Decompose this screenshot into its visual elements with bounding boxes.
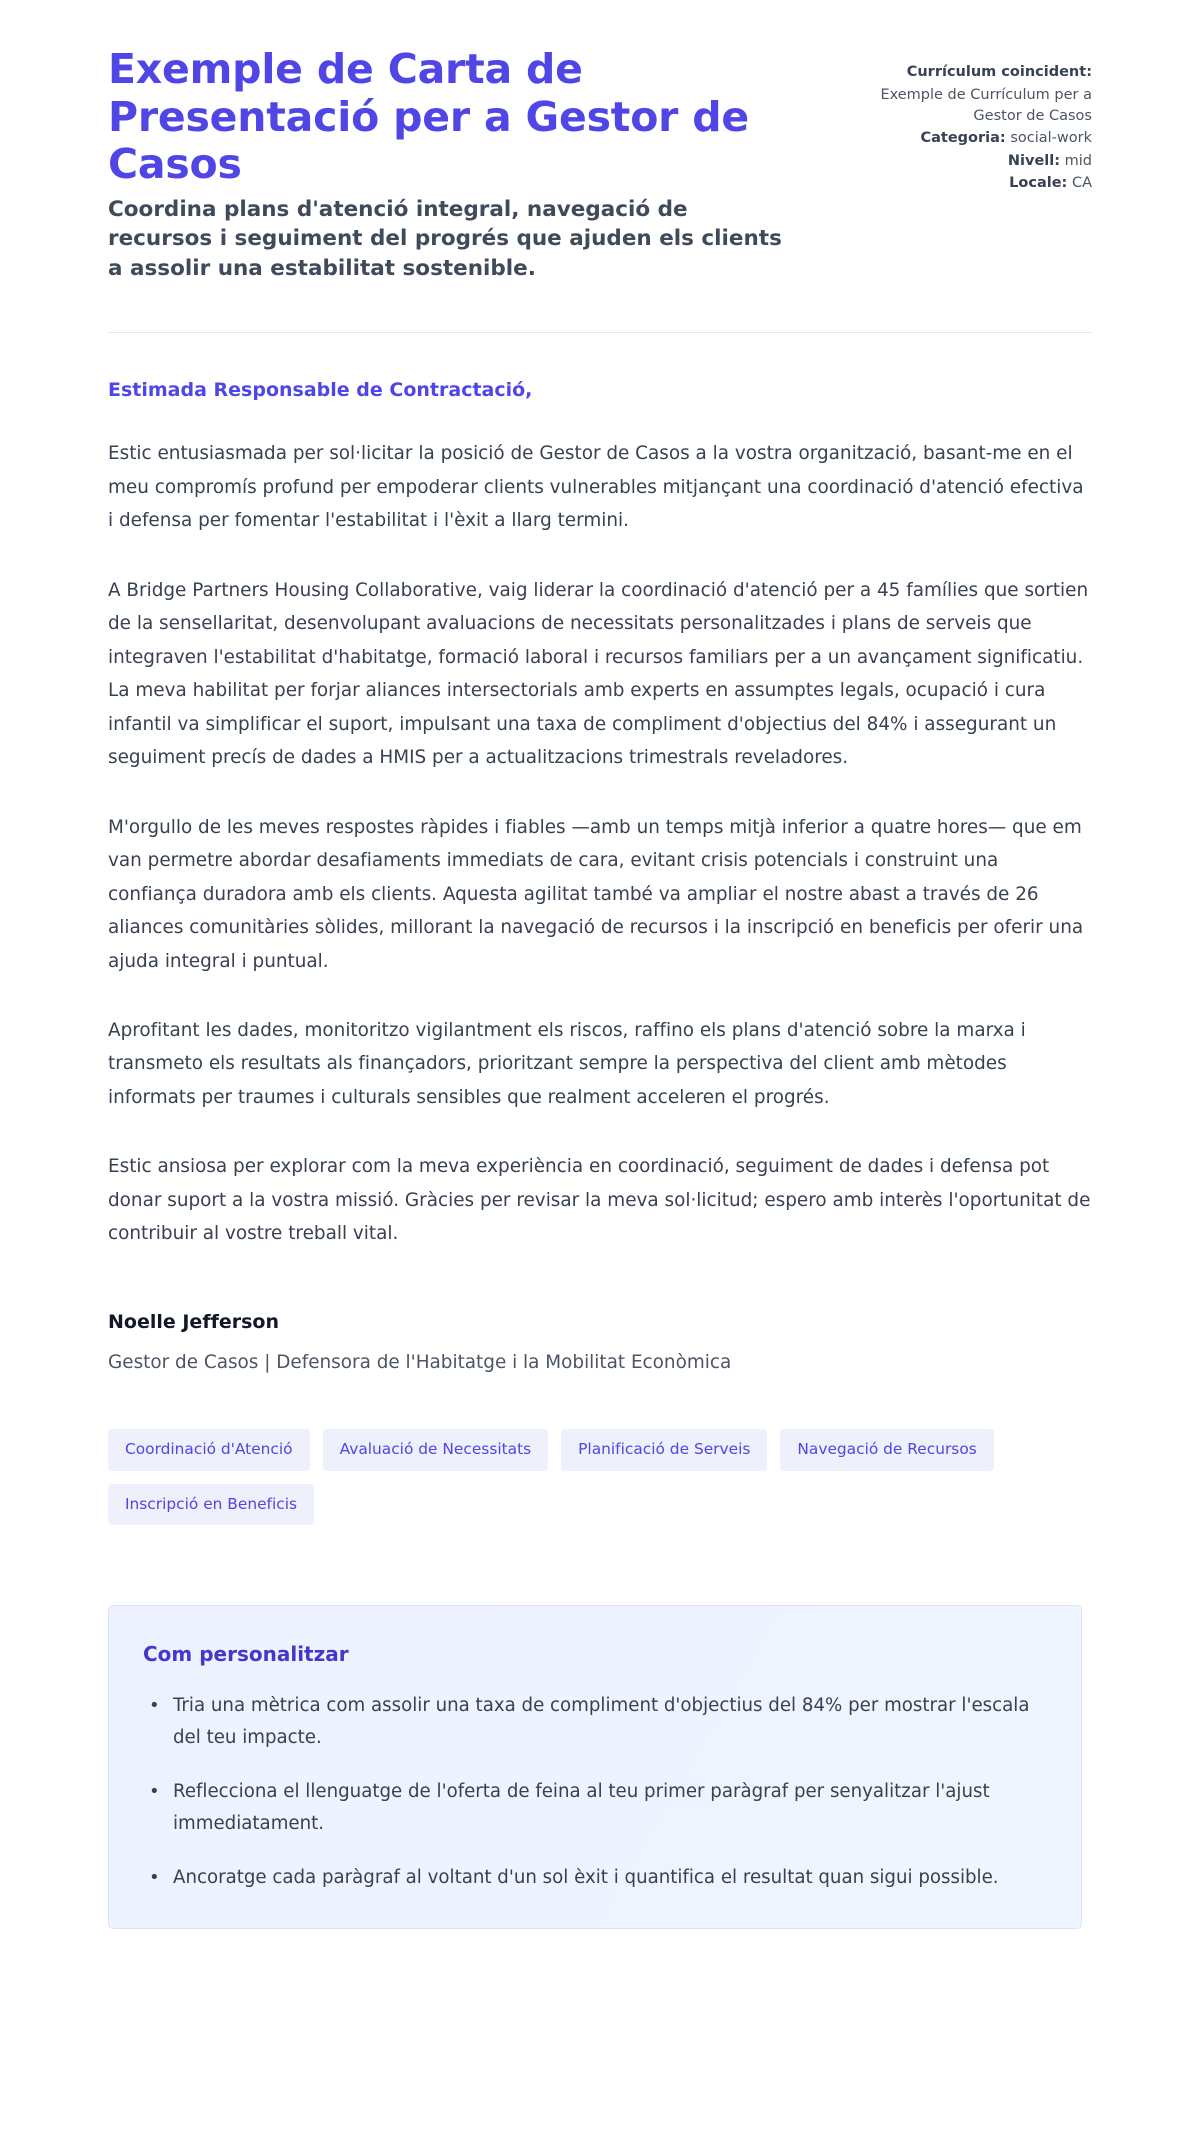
header-text-block xyxy=(108,46,802,284)
metadata-panel xyxy=(842,46,1092,196)
page-subtitle: Coordina plans d'atenció integral, navegació de recursos i seguiment del progrés que ajuden els clients a assolir una estabilitat sostenible. xyxy=(108,196,782,281)
meta-level-label: Nivell: xyxy=(1007,152,1061,169)
meta-match-value: Exemple de Currículum per a Gestor de Casos xyxy=(880,86,1092,124)
signature-block xyxy=(108,1309,1092,1377)
callout-title: Com personalitzar xyxy=(143,1641,349,1666)
meta-level-value: mid xyxy=(1064,152,1092,169)
skill-tag-list xyxy=(108,1429,1068,1525)
meta-category-value: social-work xyxy=(1010,129,1092,146)
callout-list-item: • Tria una mètrica com assolir una taxa de compliment d'objectius del 84% per mostrar l'escala del teu impacte. xyxy=(169,1690,1043,1754)
meta-locale-value: CA xyxy=(1071,175,1092,192)
signature-name: Noelle Jefferson xyxy=(108,1310,279,1333)
skill-tag[interactable]: Inscripció en Beneficis xyxy=(108,1484,314,1525)
meta-locale-label: Locale: xyxy=(1009,175,1068,192)
meta-row-level xyxy=(842,151,1092,173)
meta-row-category xyxy=(842,128,1092,150)
customization-callout xyxy=(108,1605,1082,1929)
skill-tag[interactable]: Navegació de Recursos xyxy=(780,1429,993,1470)
meta-category-label: Categoria: xyxy=(920,129,1006,146)
letter-paragraph: Aprofitant les dades, monitoritzo vigilantment els riscos, raffino els plans d'atenció sobre la marxa i transmeto els resultats als finançadors, prioritzant sempre la perspectiva del client amb mètodes informats per traumes i culturals sensibles que realment acceleren el progrés. xyxy=(108,1019,1026,1108)
letter-body xyxy=(108,333,1092,1929)
callout-list xyxy=(143,1690,1043,1894)
letter-greeting: Estimada Responsable de Contractació, xyxy=(108,378,533,401)
skill-tag[interactable]: Coordinació d'Atenció xyxy=(108,1429,310,1470)
letter-paragraph: Estic ansiosa per explorar com la meva experiència en coordinació, seguiment de dades i defensa pot donar suport a la vostra missió. Gràcies per revisar la meva sol·licitud; espero amb interès l'oportunitat de contribuir al vostre treball vital. xyxy=(108,1156,1091,1245)
letter-paragraph: A Bridge Partners Housing Collaborative, vaig liderar la coordinació d'atenció per a 45 famílies que sortien de la sensellaritat, desenvolupant avaluacions de necessitats personalitzades i plans de serveis que integraven l'estabilitat d'habitatge, formació laboral i recursos familiars per a un avançament significatiu. La meva habilitat per forjar aliances intersectorials amb experts en assumptes legals, ocupació i cura infantil va simplificar el suport, impulsant una taxa de compliment d'objectius del 84% i assegurant un seguiment precís de dades a HMIS per a actualitzacions trimestrals reveladores. xyxy=(108,579,1089,769)
letter-paragraph: Estic entusiasmada per sol·licitar la posició de Gestor de Casos a la vostra organització, basant-me en el meu compromís profund per empoderar clients vulnerables mitjançant una coordinació d'atenció efectiva i defensa per fomentar l'estabilitat i l'èxit a llarg termini. xyxy=(108,443,1084,532)
page-header xyxy=(108,46,1092,284)
signature-role: Gestor de Casos | Defensora de l'Habitatge i la Mobilitat Econòmica xyxy=(108,1352,732,1374)
skill-tag[interactable]: Avaluació de Necessitats xyxy=(323,1429,549,1470)
meta-row-match-value xyxy=(842,85,1092,127)
callout-list-item: • Ancoratge cada paràgraf al voltant d'un sol èxit i quantifica el resultat quan sigui possible. xyxy=(169,1862,1043,1894)
page-title: Exemple de Carta de Presentació per a Gestor de Casos xyxy=(108,45,750,189)
meta-row-locale xyxy=(842,173,1092,195)
letter-paragraph: M'orgullo de les meves respostes ràpides i fiables —amb un temps mitjà inferior a quatre hores— que em van permetre abordar desafiaments immediats de cara, evitant crisis potencials i construint una confiança duradora amb els clients. Aquesta agilitat també va ampliar el nostre abast a través de 26 aliances comunitàries sòlides, millorant la navegació de recursos i la inscripció en beneficis per oferir una ajuda integral i puntual. xyxy=(108,816,1084,972)
meta-row-match xyxy=(842,62,1092,84)
callout-list-item: • Reflecciona el llenguatge de l'oferta de feina al teu primer paràgraf per senyalitzar l'ajust immediatament. xyxy=(169,1776,1043,1840)
skill-tag[interactable]: Planificació de Serveis xyxy=(561,1429,767,1470)
meta-match-label: Currículum coincident: xyxy=(906,64,1092,80)
